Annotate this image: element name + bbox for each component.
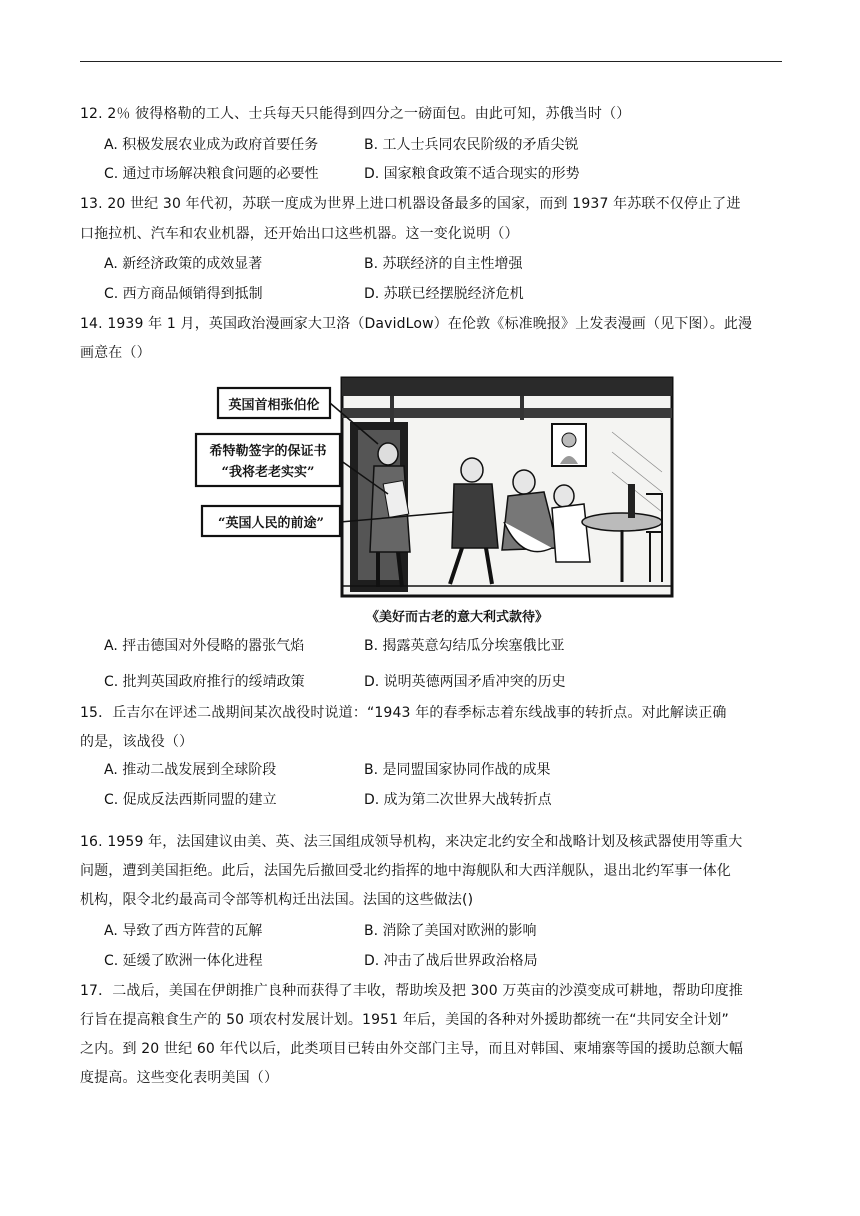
header-rule [80, 61, 782, 62]
waiter-apron [552, 504, 590, 562]
wine-bottle [628, 484, 635, 518]
q13-option-c[interactable]: C. 西方商品倾销得到抵制 [104, 286, 263, 302]
q14-option-c[interactable]: C. 批判英国政府推行的绥靖政策 [104, 674, 305, 690]
label-chamberlain: 英国首相张伯伦 [228, 398, 320, 413]
q16-option-d[interactable]: D. 冲击了战后世界政治格局 [364, 953, 538, 969]
q15-option-c[interactable]: C. 促成反法西斯同盟的建立 [104, 792, 277, 808]
q16-option-a[interactable]: A. 导致了西方阵营的瓦解 [104, 923, 263, 939]
q12-option-a[interactable]: A. 积极发展农业成为政府首要任务 [104, 137, 319, 153]
q14-option-b[interactable]: B. 揭露英意勾结瓜分埃塞俄比亚 [364, 638, 565, 654]
table [582, 513, 662, 531]
q13-stem-line2: 口拖拉机、汽车和农业机器，还开始出口这些机器。这一变化说明（） [80, 226, 519, 242]
political-cartoon [192, 372, 676, 634]
q17-stem-line4: 度提高。这些变化表明美国（） [80, 1070, 279, 1086]
q13-option-a[interactable]: A. 新经济政策的成效显著 [104, 256, 263, 272]
label-future: “英国人民的前途” [218, 516, 324, 531]
q15-option-d[interactable]: D. 成为第二次世界大战转折点 [364, 792, 552, 808]
q15-stem-line2: 的是，该战役（） [80, 734, 194, 750]
q13-stem-line1: 13. 20 世纪 30 年代初，苏联一度成为世界上进口机器设备最多的国家，而到 1937 年苏联不仅停止了进 [80, 196, 741, 212]
q12-option-c[interactable]: C. 通过市场解决粮食问题的必要性 [104, 166, 319, 182]
chamberlain-body [452, 484, 498, 548]
figure-head [378, 443, 398, 465]
q12-stem: 12. 2％ 彼得格勒的工人、士兵每天只能得到四分之一磅面包。由此可知，苏俄当时（） [80, 106, 631, 122]
q16-stem-line3: 机构，限令北约最高司令部等机构迁出法国。法国的这些做法() [80, 892, 474, 908]
label-guarantee: 希特勒签字的保证书 [209, 444, 327, 459]
waiter-head [554, 485, 574, 507]
cartoon-illustration [192, 372, 676, 634]
q16-option-b[interactable]: B. 消除了美国对欧洲的影响 [364, 923, 537, 939]
q12-option-d[interactable]: D. 国家粮食政策不适合现实的形势 [364, 166, 580, 182]
q17-stem-line3: 之内。到 20 世纪 60 年代以后，此类项目已转由外交部门主导，而且对韩国、柬埔寨等国的援助总额大幅 [80, 1041, 744, 1057]
q13-option-d[interactable]: D. 苏联已经摆脱经济危机 [364, 286, 524, 302]
mussolini-head [513, 470, 535, 494]
q15-option-a[interactable]: A. 推动二战发展到全球阶段 [104, 762, 277, 778]
q12-option-b[interactable]: B. 工人士兵同农民阶级的矛盾尖锐 [364, 137, 579, 153]
q15-stem-line1: 15．丘吉尔在评述二战期间某次战役时说道：“1943 年的春季标志着东线战事的转折点。对此解读正确 [80, 705, 727, 721]
ceiling-beam [342, 378, 672, 396]
q16-stem-line1: 16. 1959 年，法国建议由美、英、法三国组成领导机构，来决定北约安全和战略计划及核武器使用等重大 [80, 834, 743, 850]
chamberlain-head [461, 458, 483, 482]
q14-option-d[interactable]: D. 说明英德两国矛盾冲突的历史 [364, 674, 566, 690]
q14-stem-line1: 14. 1939 年 1 月，英国政治漫画家大卫洛（DavidLow）在伦敦《标准晚报》上发表漫画（见下图）。此漫 [80, 316, 753, 332]
q14-option-a[interactable]: A. 抨击德国对外侵略的嚣张气焰 [104, 638, 305, 654]
q17-stem-line2: 行旨在提高粮食生产的 50 项农村发展计划。1951 年后，美国的各种对外援助都统一在“共同安全计划” [80, 1012, 729, 1028]
label-promise: “我将老老实实” [221, 465, 315, 480]
cartoon-caption: 《美好而古老的意大利式款待》 [366, 610, 549, 625]
q14-stem-line2: 画意在（） [80, 345, 151, 361]
q16-stem-line2: 问题，遭到美国拒绝。此后，法国先后撤回受北约指挥的地中海舰队和大西洋舰队，退出北约军事一体化 [80, 863, 731, 879]
q13-option-b[interactable]: B. 苏联经济的自主性增强 [364, 256, 523, 272]
q15-option-b[interactable]: B. 是同盟国家协同作战的成果 [364, 762, 551, 778]
q16-option-c[interactable]: C. 延缓了欧洲一体化进程 [104, 953, 263, 969]
q17-stem-line1: 17．二战后，美国在伊朗推广良种而获得了丰收，帮助埃及把 300 万英亩的沙漠变成可耕地，帮助印度推 [80, 983, 743, 999]
